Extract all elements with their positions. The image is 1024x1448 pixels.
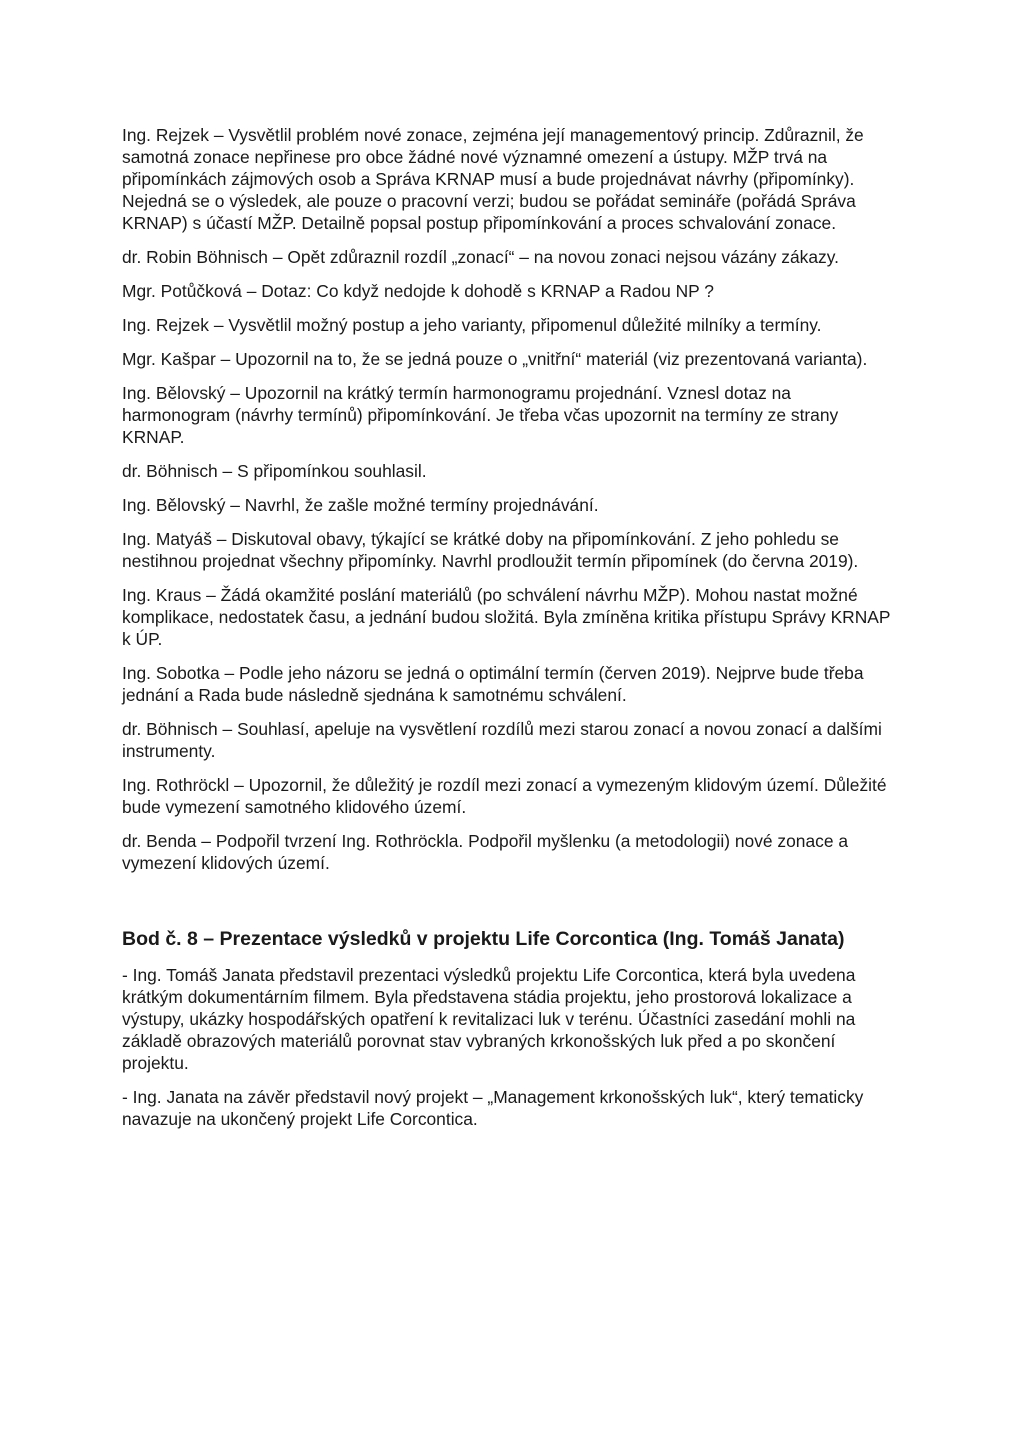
speaker-name: Mgr. Kašpar bbox=[122, 349, 216, 369]
statement-text: Vysvětlil možný postup a jeho varianty, připomenul důležité milníky a termíny. bbox=[228, 315, 822, 335]
speaker-name: dr. Böhnisch bbox=[122, 461, 218, 481]
statement-text: Upozornil, že důležitý je rozdíl mezi zonací a vymezeným klidovým území. Důležité bude vymezení samotného klidového území. bbox=[122, 775, 887, 817]
speaker-name: dr. Robin Böhnisch bbox=[122, 247, 268, 267]
speaker-name: Ing. Kraus bbox=[122, 585, 202, 605]
speaker-name: Ing. Rothröckl bbox=[122, 775, 230, 795]
speaker-name: Ing. Matyáš bbox=[122, 529, 212, 549]
statement-text: Upozornil na to, že se jedná pouze o „vnitřní“ materiál (viz prezentovaná varianta). bbox=[235, 349, 868, 369]
discussion-paragraph: Ing. Sobotka – Podle jeho názoru se jedná o optimální termín (červen 2019). Nejprve bude třeba jednání a Rada bude následně sjednána k samotnému schválení. bbox=[122, 663, 864, 705]
statement-text: Diskutoval obavy, týkající se krátké doby na připomínkování. Z jeho pohledu se nestihnou projednat všechny připomínky. Navrhl prodloužit termín připomínek (do června 2019). bbox=[122, 529, 859, 571]
discussion-paragraph: Mgr. Kašpar – Upozornil na to, že se jedná pouze o „vnitřní“ materiál (viz prezentovaná varianta). bbox=[122, 349, 868, 369]
speaker-name: Mgr. Potůčková bbox=[122, 281, 242, 301]
statement-text: Podle jeho názoru se jedná o optimální termín (červen 2019). Nejprve bude třeba jednání a Rada bude následně sjednána k samotnému schválení. bbox=[122, 663, 864, 705]
section-bullet: - Ing. Tomáš Janata představil prezentaci výsledků projektu Life Corcontica, která byla uvedena krátkým dokumentárním filmem. Byla představena stádia projektu, jeho prostorová lokalizace a výstupy, ukázky hospodářských opatření k revitalizaci luk v terénu. Účastníci zasedání mohli na základě obrazových materiálů porovnat stav vybraných krkonošských luk před a po skončení projektu. bbox=[122, 965, 856, 1073]
discussion-paragraph: Ing. Rejzek – Vysvětlil možný postup a jeho varianty, připomenul důležité milníky a termíny. bbox=[122, 315, 822, 335]
statement-text: Upozornil na krátký termín harmonogramu projednání. Vznesl dotaz na harmonogram (návrhy termínů) připomínkování. Je třeba včas upozornit na termíny ze strany KRNAP. bbox=[122, 383, 839, 447]
discussion-paragraph: dr. Robin Böhnisch – Opět zdůraznil rozdíl „zonací“ – na novou zonaci nejsou vázány zákazy. bbox=[122, 247, 839, 267]
statement-text: Žádá okamžité poslání materiálů (po schválení návrhu MŽP). Mohou nastat možné komplikace, nedostatek času, a jednání budou složitá. Byla zmíněna kritika přístupu Správy KRNAP k ÚP. bbox=[122, 585, 891, 649]
speaker-name: Ing. Bělovský bbox=[122, 383, 226, 403]
discussion-paragraph: Ing. Kraus – Žádá okamžité poslání materiálů (po schválení návrhu MŽP). Mohou nastat možné komplikace, nedostatek času, a jednání budou složitá. Byla zmíněna kritika přístupu Správy KRNAP k ÚP. bbox=[122, 585, 891, 649]
statement-text: Souhlasí, apeluje na vysvětlení rozdílů mezi starou zonací a novou zonací a dalšími instrumenty. bbox=[122, 719, 882, 761]
speaker-name: dr. Benda bbox=[122, 831, 197, 851]
speaker-name: Ing. Rejzek bbox=[122, 315, 209, 335]
discussion-paragraph: dr. Böhnisch – Souhlasí, apeluje na vysvětlení rozdílů mezi starou zonací a novou zonací a dalšími instrumenty. bbox=[122, 719, 882, 761]
discussion-paragraph: Ing. Matyáš – Diskutoval obavy, týkající se krátké doby na připomínkování. Z jeho pohledu se nestihnou projednat všechny připomínky. Navrhl prodloužit termín připomínek (do června 2019). bbox=[122, 529, 859, 571]
statement-text: Dotaz: Co když nedojde k dohodě s KRNAP a Radou NP ? bbox=[261, 281, 714, 301]
discussion-block bbox=[122, 124, 902, 874]
discussion-paragraph: dr. Benda – Podpořil tvrzení Ing. Rothröckla. Podpořil myšlenku (a metodologii) nové zonace a vymezení klidových území. bbox=[122, 831, 848, 873]
statement-text: Podpořil tvrzení Ing. Rothröckla. Podpořil myšlenku (a metodologii) nové zonace a vymezení klidových území. bbox=[122, 831, 848, 873]
section-bullet: - Ing. Janata na závěr představil nový projekt – „Management krkonošských luk“, který tematicky navazuje na ukončený projekt Life Corcontica. bbox=[122, 1087, 864, 1129]
section-8 bbox=[122, 926, 902, 1130]
speaker-name: Ing. Rejzek bbox=[122, 125, 209, 145]
discussion-paragraph: Ing. Rejzek – Vysvětlil problém nové zonace, zejména její managementový princip. Zdůraznil, že samotná zonace nepřinese pro obce žádné nové významné omezení a ústupy. MŽP trvá na připomínkách zájmových osob a Správa KRNAP musí a bude projednávat návrhy (připomínky). Nejedná se o výsledek, ale pouze o pracovní verzi; budou se pořádat semináře (pořádá Správa KRNAP) s účastí MŽP. Detailně popsal postup připomínkování a proces schvalování zonace. bbox=[122, 125, 864, 233]
section-spacer bbox=[122, 886, 902, 926]
statement-text: Opět zdůraznil rozdíl „zonací“ – na novou zonaci nejsou vázány zákazy. bbox=[287, 247, 839, 267]
discussion-paragraph: Ing. Bělovský – Upozornil na krátký termín harmonogramu projednání. Vznesl dotaz na harmonogram (návrhy termínů) připomínkování. Je třeba včas upozornit na termíny ze strany KRNAP. bbox=[122, 383, 839, 447]
speaker-name: Ing. Bělovský bbox=[122, 495, 226, 515]
discussion-paragraph: Ing. Bělovský – Navrhl, že zašle možné termíny projednávání. bbox=[122, 495, 599, 515]
speaker-name: dr. Böhnisch bbox=[122, 719, 218, 739]
speaker-name: Ing. Sobotka bbox=[122, 663, 220, 683]
discussion-paragraph: Ing. Rothröckl – Upozornil, že důležitý je rozdíl mezi zonací a vymezeným klidovým území. Důležité bude vymezení samotného klidového území. bbox=[122, 775, 887, 817]
statement-text: Vysvětlil problém nové zonace, zejména její managementový princip. Zdůraznil, že samotná zonace nepřinese pro obce žádné nové významné omezení a ústupy. MŽP trvá na připomínkách zájmových osob a Správa KRNAP musí a bude projednávat návrhy (připomínky). Nejedná se o výsledek, ale pouze o pracovní verzi; budou se pořádat semináře (pořádá Správa KRNAP) s účastí MŽP. Detailně popsal postup připomínkování a proces schvalování zonace. bbox=[122, 125, 864, 233]
section-heading: Bod č. 8 – Prezentace výsledků v projektu Life Corcontica (Ing. Tomáš Janata) bbox=[122, 928, 845, 950]
statement-text: Navrhl, že zašle možné termíny projednávání. bbox=[244, 495, 599, 515]
discussion-paragraph: dr. Böhnisch – S připomínkou souhlasil. bbox=[122, 461, 427, 481]
document-page bbox=[122, 124, 902, 1142]
statement-text: S připomínkou souhlasil. bbox=[237, 461, 427, 481]
discussion-paragraph: Mgr. Potůčková – Dotaz: Co když nedojde k dohodě s KRNAP a Radou NP ? bbox=[122, 281, 714, 301]
